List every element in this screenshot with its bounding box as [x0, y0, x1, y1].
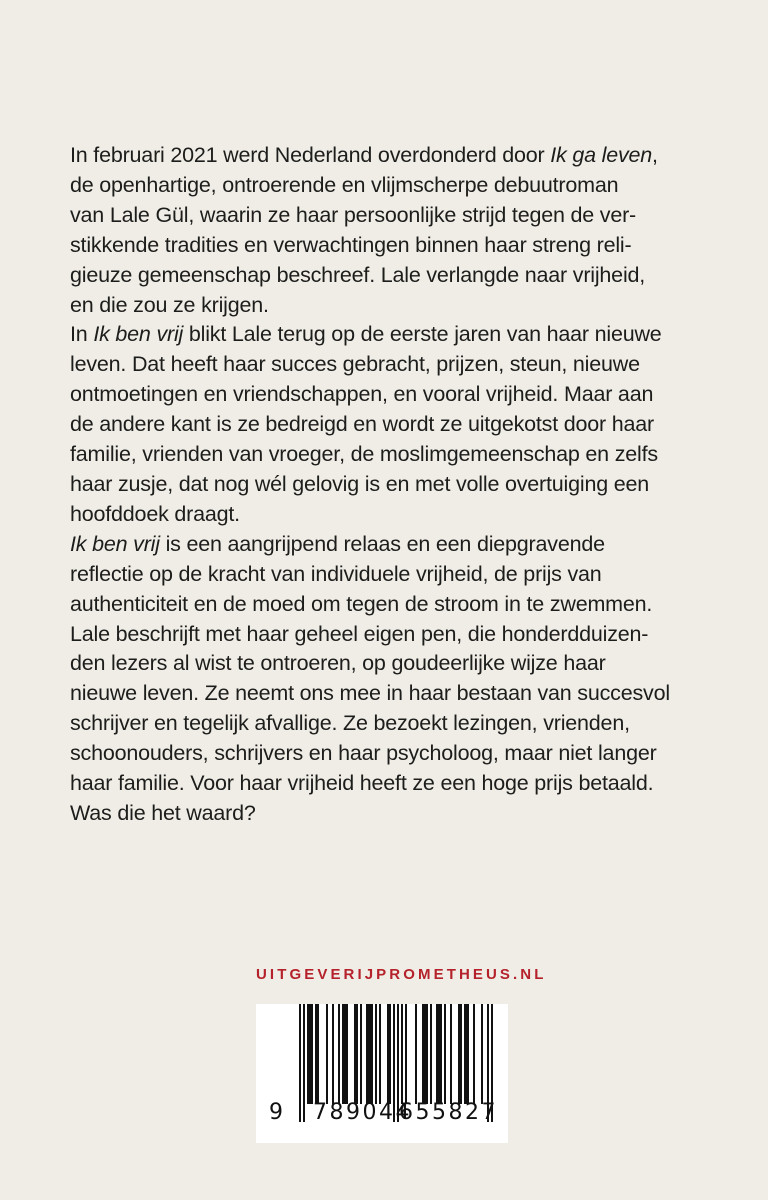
back-cover-blurb	[70, 141, 710, 829]
blurb-line: en die zou ze krijgen.	[70, 292, 269, 317]
blurb-line: schoonouders, schrijvers en haar psycholoog, maar niet langer	[70, 741, 657, 766]
book-title: Ik ga leven	[550, 143, 653, 167]
barcode-bar	[401, 1004, 403, 1104]
blurb-paragraph	[70, 320, 710, 529]
blurb-line: hoofddoek draagt.	[70, 501, 240, 526]
barcode-bar	[415, 1004, 417, 1104]
barcode-bar	[460, 1004, 462, 1104]
book-title: Ik ben vrij	[93, 322, 184, 347]
blurb-line: Was die het waard?	[70, 800, 256, 825]
barcode-bar	[338, 1004, 340, 1104]
book-title: Ik ben vrij	[70, 531, 160, 556]
blurb-line: reflectie op de kracht van individuele vrijheid, de prijs van	[70, 561, 602, 586]
barcode-bar	[303, 1004, 305, 1122]
blurb-line: schrijver en tegelijk afvallige. Ze bezoekt lezingen, vrienden,	[70, 711, 630, 736]
blurb-line: den lezers al wist te ontroeren, op goudeerlijke wijze haar	[70, 651, 606, 676]
publisher-url[interactable]: UITGEVERIJPROMETHEUS.NL	[256, 966, 547, 983]
barcode-bar	[360, 1004, 362, 1104]
blurb-paragraph	[70, 141, 710, 320]
barcode-bar	[379, 1004, 381, 1104]
blurb-line: Lale beschrijft met haar geheel eigen pen, die honderdduizen-	[70, 621, 649, 646]
blurb-line: familie, vrienden van vroeger, de moslimgemeenschap en zelfs	[70, 442, 658, 467]
blurb-line: Ik ben vrij is een aangrijpend relaas en een diepgravende	[70, 531, 605, 556]
barcode-bar	[375, 1004, 377, 1104]
barcode-bar	[405, 1004, 407, 1104]
barcode-bar	[317, 1004, 319, 1104]
blurb-line: haar zusje, dat nog wél gelovig is en met volle overtuiging een	[70, 471, 650, 496]
blurb-line: gieuze gemeenschap beschreef. Lale verlangde naar vrijheid,	[70, 262, 646, 287]
isbn-right-group: 655827	[399, 1100, 498, 1125]
blurb-line: leven. Dat heeft haar succes gebracht, prijzen, steun, nieuwe	[70, 352, 640, 377]
barcode-bar	[426, 1004, 428, 1104]
blurb-line: nieuwe leven. Ze neemt ons mee in haar bestaan van succesvol	[70, 681, 670, 706]
barcode-bar	[430, 1004, 432, 1104]
isbn-barcode	[256, 1004, 508, 1143]
blurb-line: stikkende tradities en verwachtingen binnen haar streng reli-	[70, 232, 632, 257]
barcode-bar	[356, 1004, 358, 1104]
blurb-line: In februari 2021 werd Nederland overdonderd door Ik ga leven,	[70, 143, 658, 167]
barcode-bar	[440, 1004, 442, 1104]
blurb-line: de openhartige, ontroerende en vlijmscherpe debuutroman	[70, 172, 619, 197]
blurb-line: van Lale Gül, waarin ze haar persoonlijke strijd tegen de ver-	[70, 202, 637, 227]
barcode-bar	[389, 1004, 391, 1104]
barcode-bar	[326, 1004, 328, 1104]
barcode-bar	[450, 1004, 452, 1104]
barcode-bar	[332, 1004, 334, 1104]
isbn-first-digit: 9	[269, 1100, 286, 1125]
blurb-line: ontmoetingen en vriendschappen, en vooral vrijheid. Maar aan	[70, 382, 654, 407]
blurb-line: In Ik ben vrij blikt Lale terug op de eerste jaren van haar nieuwe	[70, 322, 662, 347]
barcode-bar	[481, 1004, 483, 1104]
barcode-bar	[370, 1004, 372, 1104]
blurb-paragraph	[70, 530, 710, 829]
blurb-line: authenticiteit en de moed om tegen de stroom in te zwemmen.	[70, 591, 653, 616]
barcode-bar	[444, 1004, 446, 1104]
isbn-left-group: 789044	[313, 1100, 412, 1125]
barcode-bar	[346, 1004, 348, 1104]
barcode-bar	[466, 1004, 468, 1104]
barcode-bar	[473, 1004, 475, 1104]
blurb-line: de andere kant is ze bedreigd en wordt ze uitgekotst door haar	[70, 412, 655, 437]
barcode-bar	[311, 1004, 313, 1104]
blurb-line: haar familie. Voor haar vrijheid heeft ze een hoge prijs betaald.	[70, 771, 654, 796]
barcode-bar	[299, 1004, 301, 1122]
